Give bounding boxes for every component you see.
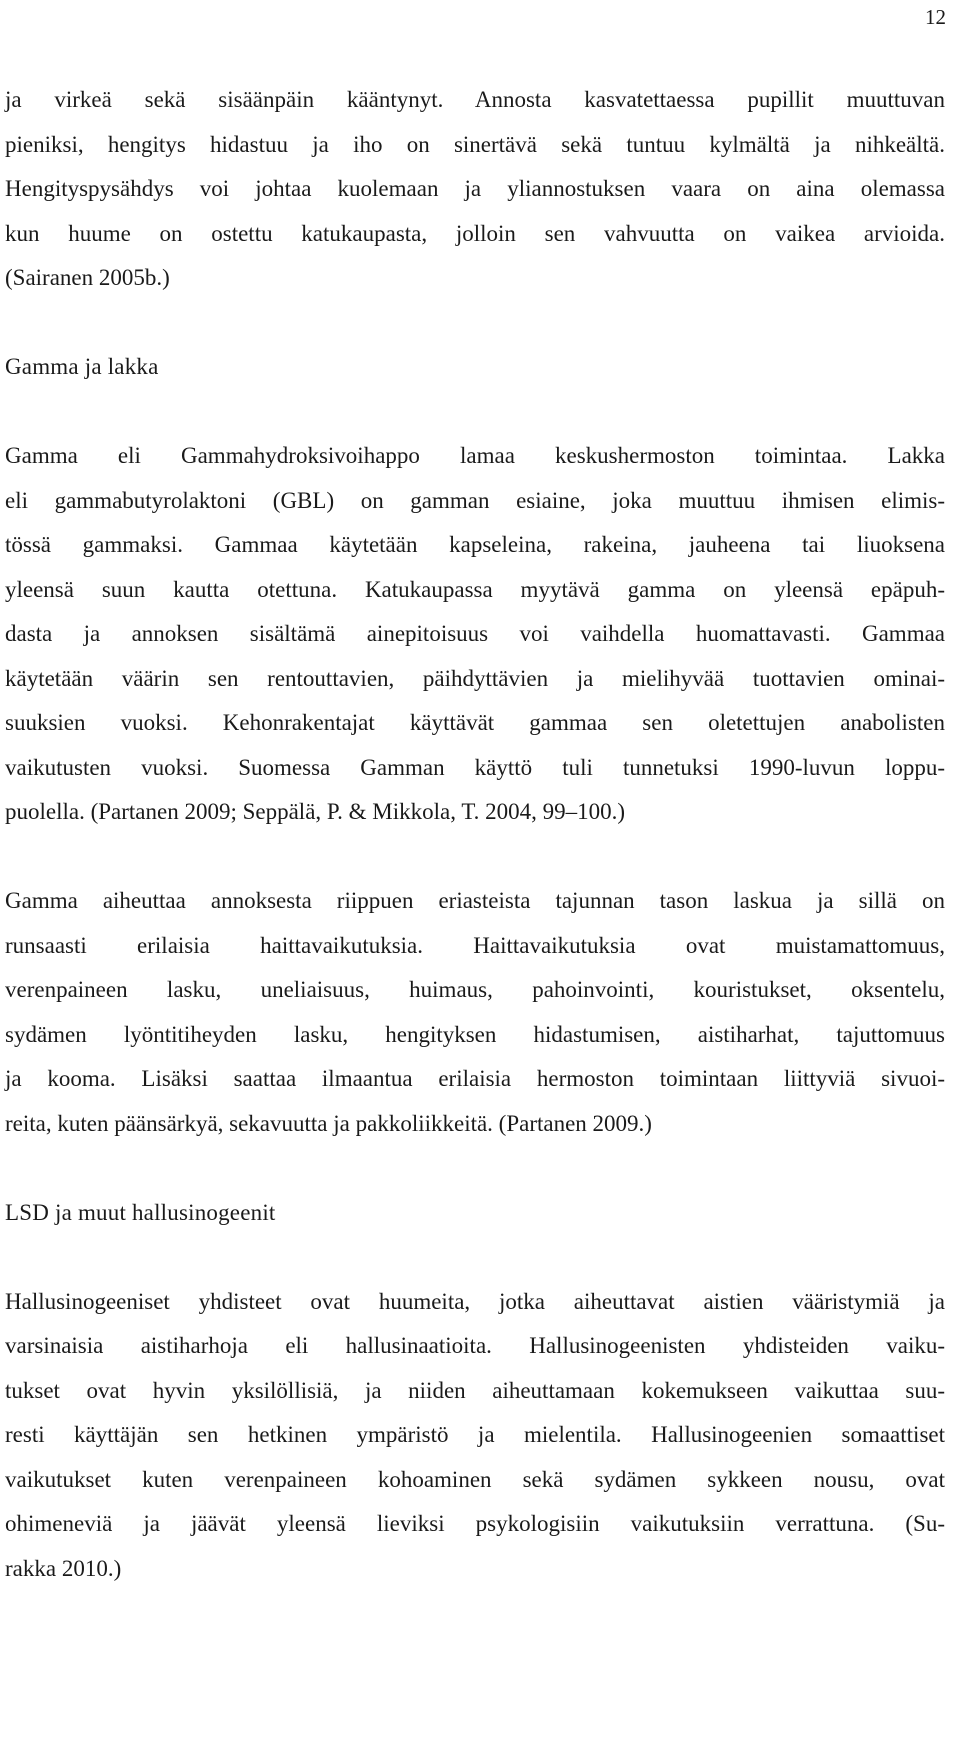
- text-line: eli gammabutyrolaktoni (GBL) on gamman esiaine, joka muuttuu ihmisen elimis-: [5, 487, 945, 513]
- text-line: vaikutusten vuoksi. Suomessa Gamman käyttö tuli tunnetuksi 1990-luvun loppu-: [5, 754, 945, 780]
- section-heading-lsd: LSD ja muut hallusinogeenit: [5, 1199, 276, 1225]
- text-line: resti käyttäjän sen hetkinen ympäristö ja mielentila. Hallusinogeenien somaattiset: [5, 1422, 945, 1447]
- document-body: [5, 78, 945, 1591]
- text-line: Gamma aiheuttaa annoksesta riippuen eriasteista tajunnan tason laskua ja sillä on: [5, 888, 945, 913]
- text-line: kun huume on ostettu katukaupasta, jolloin sen vahvuutta on vaikea arvioida.: [5, 220, 945, 246]
- text-line: yleensä suun kautta otettuna. Katukaupassa myytävä gamma on yleensä epäpuh-: [5, 576, 945, 602]
- text-line: verenpaineen lasku, uneliaisuus, huimaus, pahoinvointi, kouristukset, oksentelu,: [5, 977, 945, 1002]
- text-line: tössä gammaksi. Gammaa käytetään kapseleina, rakeina, jauheena tai liuoksena: [5, 532, 945, 557]
- page-number: 12: [925, 5, 946, 29]
- text-line: ohimeneviä ja jäävät yleensä lieviksi psykologisiin vaikutuksiin verrattuna. (Su-: [5, 1511, 945, 1536]
- paragraph-gap: [5, 1146, 945, 1191]
- text-line: rakka 2010.): [5, 1555, 122, 1581]
- text-line: Gamma eli Gammahydroksivoihappo lamaa keskushermoston toimintaa. Lakka: [5, 443, 945, 468]
- text-line: suuksien vuoksi. Kehonrakentajat käyttävät gammaa sen oletettujen anabolisten: [5, 710, 945, 735]
- text-line: tukset ovat hyvin yksilöllisiä, ja niiden aiheuttamaan kokemukseen vaikuttaa suu-: [5, 1377, 945, 1403]
- text-line: ja kooma. Lisäksi saattaa ilmaantua erilaisia hermoston toimintaan liittyviä sivuoi-: [5, 1066, 945, 1091]
- paragraph-gap: [5, 1235, 945, 1280]
- paragraph-gamma-effects: [5, 879, 945, 1146]
- text-line: varsinaisia aistiharhoja eli hallusinaatioita. Hallusinogeenisten yhdisteiden vaiku-: [5, 1333, 945, 1358]
- text-line: puolella. (Partanen 2009; Seppälä, P. & Mikkola, T. 2004, 99–100.): [5, 799, 626, 824]
- paragraph-gap: [5, 301, 945, 346]
- text-line: vaikutukset kuten verenpaineen kohoaminen sekä sydämen sykkeen nousu, ovat: [5, 1466, 945, 1492]
- text-line: reita, kuten päänsärkyä, sekavuutta ja pakkoliikkeitä. (Partanen 2009.): [5, 1110, 652, 1136]
- text-line: sydämen lyöntitiheyden lasku, hengityksen hidastumisen, aistiharhat, tajuttomuus: [5, 1021, 945, 1047]
- text-line: runsaasti erilaisia haittavaikutuksia. Haittavaikutuksia ovat muistamattomuus,: [5, 932, 945, 958]
- text-line: Hengityspysähdys voi johtaa kuolemaan ja yliannostuksen vaara on aina olemassa: [5, 176, 945, 201]
- paragraph-gap: [5, 835, 945, 880]
- section-heading-gamma: Gamma ja lakka: [5, 354, 159, 379]
- paragraph-gamma-intro: [5, 434, 945, 835]
- text-line: käytetään väärin sen rentouttavien, päihdyttävien ja mielihyvää tuottavien ominai-: [5, 665, 945, 691]
- paragraph-gap: [5, 390, 945, 435]
- text-line: pieniksi, hengitys hidastuu ja iho on sinertävä sekä tuntuu kylmältä ja nihkeältä.: [5, 131, 945, 157]
- text-line: (Sairanen 2005b.): [5, 265, 170, 290]
- text-line: Hallusinogeeniset yhdisteet ovat huumeita, jotka aiheuttavat aistien vääristymiä ja: [5, 1288, 945, 1314]
- text-line: ja virkeä sekä sisäänpäin kääntynyt. Annosta kasvatettaessa pupillit muuttuvan: [5, 87, 945, 112]
- text-line: dasta ja annoksen sisältämä ainepitoisuus voi vaihdella huomattavasti. Gammaa: [5, 621, 945, 646]
- paragraph-opioid-overdose: [5, 78, 945, 301]
- paragraph-hallucinogens: [5, 1280, 945, 1592]
